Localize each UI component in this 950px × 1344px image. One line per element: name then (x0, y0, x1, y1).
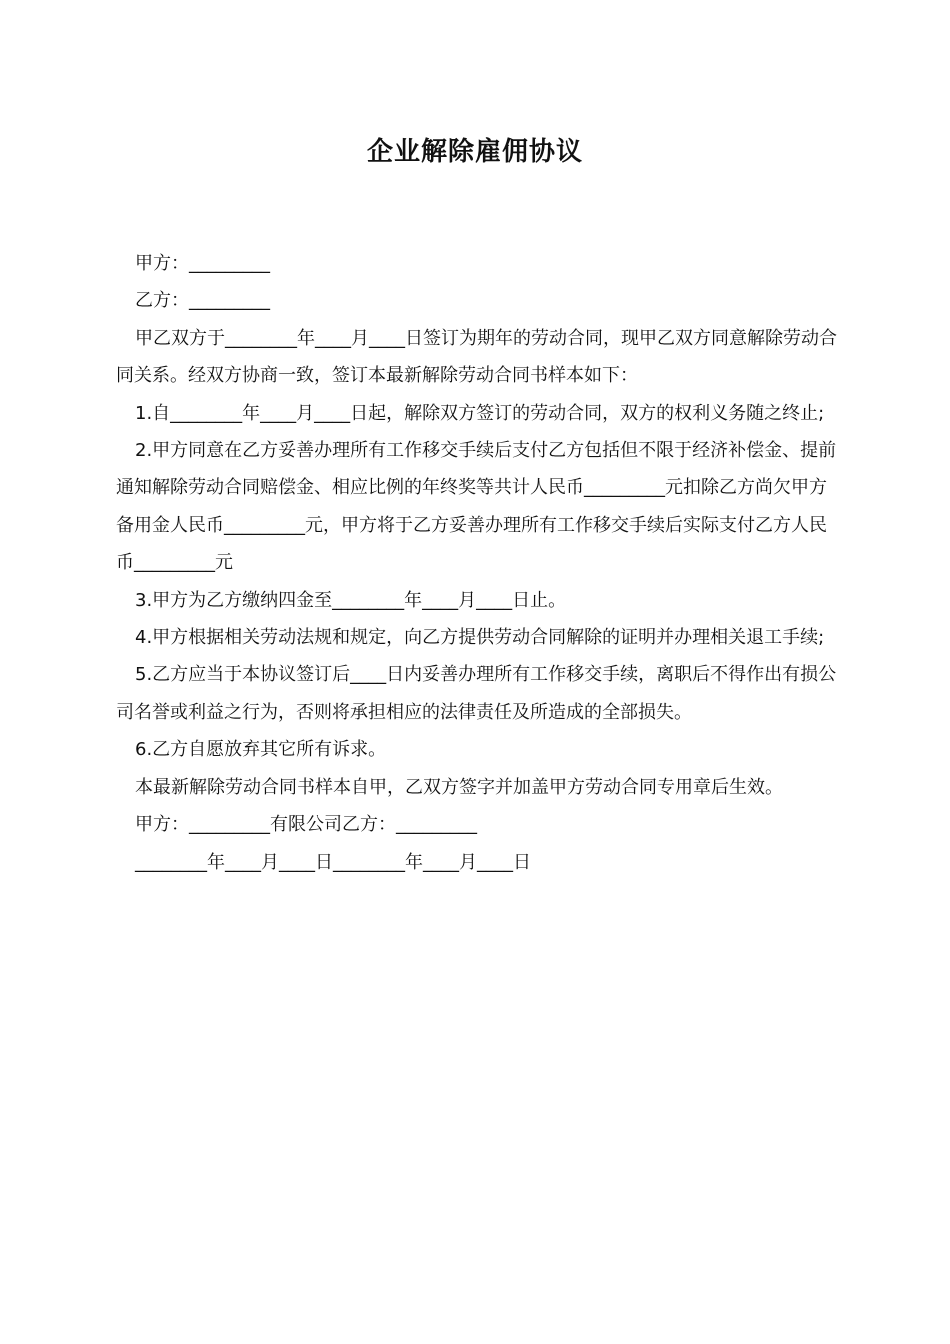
clause-5: 5.乙方应当于本协议签订后____日内妥善办理所有工作移交手续，离职后不得作出有损公司名誉或利益之行为，否则将承担相应的法律责任及所造成的全部损失。 (116, 664, 837, 723)
clause-1: 1.自________年____月____日起，解除双方签订的劳动合同，双方的权利义务随之终止; (135, 402, 825, 424)
clause-6: 6.乙方自愿放弃其它所有诉求。 (135, 739, 387, 761)
document-body (116, 245, 838, 881)
intro-paragraph: 甲乙双方于________年____月____日签订为期年的劳动合同，现甲乙双方同意解除劳动合同关系。经双方协商一致，签订本最新解除劳动合同书样本如下： (116, 327, 837, 387)
clause-4: 4.甲方根据相关劳动法规和规定，向乙方提供劳动合同解除的证明并办理相关退工手续; (135, 627, 825, 649)
clause-2: 2.甲方同意在乙方妥善办理所有工作移交手续后支付乙方包括但不限于经济补偿金、提前通知解除劳动合同赔偿金、相应比例的年终奖等共计人民币_________元扣除乙方尚欠甲方备用金人民币_________元，甲方将于乙方妥善办理所有工作移交手续后实际支付乙方人民币_________元 (116, 440, 837, 574)
date-line: ________年____月____日________年____月____日 (135, 851, 531, 873)
party-b-line: 乙方：_________ (135, 290, 270, 312)
signature-line: 甲方：_________有限公司乙方：_________ (135, 814, 477, 836)
document-title: 企业解除雇佣协议 (366, 137, 583, 167)
party-a-line: 甲方：_________ (135, 253, 270, 274)
clause-3: 3.甲方为乙方缴纳四金至________年____月____日止。 (135, 589, 567, 611)
effective-clause: 本最新解除劳动合同书样本自甲，乙双方签字并加盖甲方劳动合同专用章后生效。 (135, 776, 783, 798)
